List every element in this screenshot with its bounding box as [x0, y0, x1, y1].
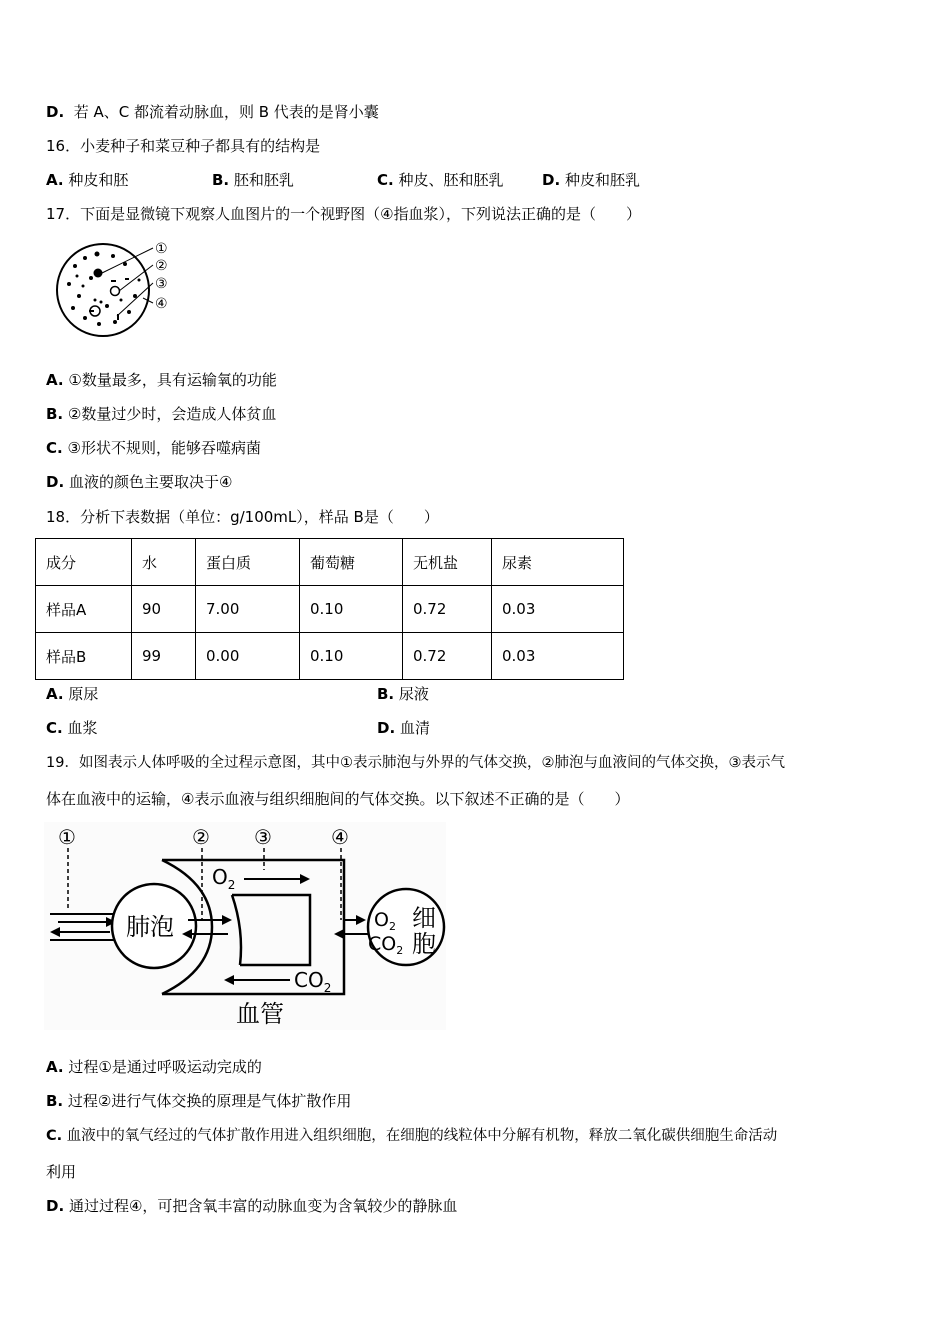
- q18-option-c: [46, 718, 98, 738]
- option-label: D.: [46, 473, 65, 491]
- figure-label: ①: [155, 241, 168, 257]
- figure-label: ③: [155, 276, 168, 292]
- q17-option-a: [46, 370, 277, 390]
- table-cell: 0.00: [196, 633, 300, 680]
- option-text: 血液的颜色主要取决于④: [68, 473, 233, 491]
- option-text: 种皮、胚和胚乳: [398, 171, 504, 189]
- q17-option-d: [46, 472, 232, 492]
- cell-o2-label: $O_2$: [374, 909, 396, 933]
- q19-option-b: [46, 1091, 351, 1111]
- option-label: B.: [46, 405, 64, 423]
- option-text: 通过过程④，可把含氧丰富的动脉血变为含氧较少的静脉血: [68, 1197, 458, 1215]
- option-text: 种皮和胚乳: [564, 171, 640, 189]
- option-label: C.: [46, 719, 63, 737]
- figure-label: ④: [155, 296, 168, 312]
- q19-stem-line2: 体在血液中的运输，④表示血液与组织细胞间的气体交换。以下叙述不正确的是（ ）: [46, 790, 630, 808]
- table-cell: 0.03: [492, 586, 624, 633]
- option-text: 若 A、C 都流着动脉血，则 B 代表的是肾小囊: [73, 103, 379, 121]
- option-label: A.: [46, 171, 64, 189]
- data-table: [35, 538, 624, 680]
- table-header-cell: 无机盐: [403, 539, 492, 586]
- option-label: C.: [46, 1128, 63, 1144]
- q16-option-c: [377, 170, 504, 190]
- table-header-cell: 蛋白质: [196, 539, 300, 586]
- q16-option-b: [212, 170, 294, 190]
- table-row: [36, 586, 624, 633]
- q17-stem: 17．下面是显微镜下观察人血图片的一个视野图（④指血浆），下列说法正确的是（ ）: [46, 205, 642, 223]
- step-label: ②: [192, 825, 210, 849]
- cell-co2-label: $CO_2$: [368, 933, 404, 957]
- table-header-cell: 葡萄糖: [300, 539, 403, 586]
- table-header-cell: 水: [132, 539, 196, 586]
- cell-label-1: 细: [412, 904, 436, 932]
- option-text: ②数量过少时，会造成人体贫血: [67, 405, 277, 423]
- table-cell: 样品A: [36, 586, 132, 633]
- q19-option-c-cont: 利用: [46, 1163, 77, 1181]
- table-cell: 90: [132, 586, 196, 633]
- option-label: B.: [377, 685, 395, 703]
- option-text: ①数量最多，具有运输氧的功能: [68, 371, 277, 389]
- option-label: B.: [46, 1092, 64, 1110]
- figure-label: ②: [155, 258, 168, 274]
- table-cell: 0.03: [492, 633, 624, 680]
- q19-option-a: [46, 1057, 262, 1077]
- table-header-row: [36, 539, 624, 586]
- q18-option-d: [377, 718, 430, 738]
- table-row: [36, 633, 624, 680]
- option-label: A.: [46, 371, 64, 389]
- option-label: D.: [542, 171, 561, 189]
- option-label: A.: [46, 1058, 64, 1076]
- option-label: A.: [46, 685, 64, 703]
- table-cell: 0.72: [403, 586, 492, 633]
- table-cell: 0.10: [300, 586, 403, 633]
- option-label: D.: [46, 103, 65, 121]
- option-label: B.: [212, 171, 230, 189]
- option-text: 原尿: [68, 685, 99, 703]
- alveolus-label: 肺泡: [126, 913, 174, 941]
- table-header-cell: 成分: [36, 539, 132, 586]
- option-text: 血清: [399, 719, 430, 737]
- option-text: 血浆: [67, 719, 98, 737]
- q19-stem-line1: 19．如图表示人体呼吸的全过程示意图，其中①表示肺泡与外界的气体交换，②肺泡与血液间的气体交换，③表示气: [46, 755, 785, 771]
- q16-stem: 16．小麦种子和菜豆种子都具有的结构是: [46, 137, 321, 155]
- table-cell: 样品B: [36, 633, 132, 680]
- step-label: ①: [58, 825, 76, 849]
- respiration-diagram: [44, 822, 446, 1030]
- option-label: C.: [377, 171, 394, 189]
- table-cell: 7.00: [196, 586, 300, 633]
- o2-label: $O_2$: [212, 865, 236, 892]
- option-label: D.: [46, 1197, 65, 1215]
- option-text: ③形状不规则，能够吞噬病菌: [67, 439, 261, 457]
- blood-smear-figure: [55, 236, 180, 352]
- step-label: ④: [331, 825, 349, 849]
- vessel-label: 血管: [236, 1000, 284, 1028]
- option-text: 种皮和胚: [68, 171, 129, 189]
- q18-stem: 18．分析下表数据（单位：g/100mL），样品 B是（ ）: [46, 508, 439, 526]
- q17-option-b: [46, 404, 276, 424]
- co2-label: $CO_2$: [294, 968, 332, 995]
- q16-option-a: [46, 170, 128, 190]
- table-cell: 0.10: [300, 633, 403, 680]
- q18-option-a: [46, 684, 98, 704]
- table-cell: 0.72: [403, 633, 492, 680]
- q15-option-d: [46, 102, 379, 122]
- q17-option-c: [46, 438, 261, 458]
- cell-label-2: 胞: [412, 930, 436, 958]
- q16-option-d: [542, 170, 640, 190]
- q19-option-c: [46, 1126, 777, 1146]
- option-label: C.: [46, 439, 63, 457]
- option-text: 过程②进行气体交换的原理是气体扩散作用: [67, 1092, 352, 1110]
- q19-option-d: [46, 1196, 457, 1216]
- option-text: 尿液: [398, 685, 429, 703]
- option-text: 胚和胚乳: [233, 171, 294, 189]
- table-header-cell: 尿素: [492, 539, 624, 586]
- table-cell: 99: [132, 633, 196, 680]
- q18-option-b: [377, 684, 429, 704]
- option-text: 过程①是通过呼吸运动完成的: [68, 1058, 262, 1076]
- option-text: 血液中的氧气经过的气体扩散作用进入组织细胞，在细胞的线粒体中分解有机物，释放二氧化碳供细胞生命活动: [66, 1128, 778, 1144]
- option-label: D.: [377, 719, 396, 737]
- step-label: ③: [254, 825, 272, 849]
